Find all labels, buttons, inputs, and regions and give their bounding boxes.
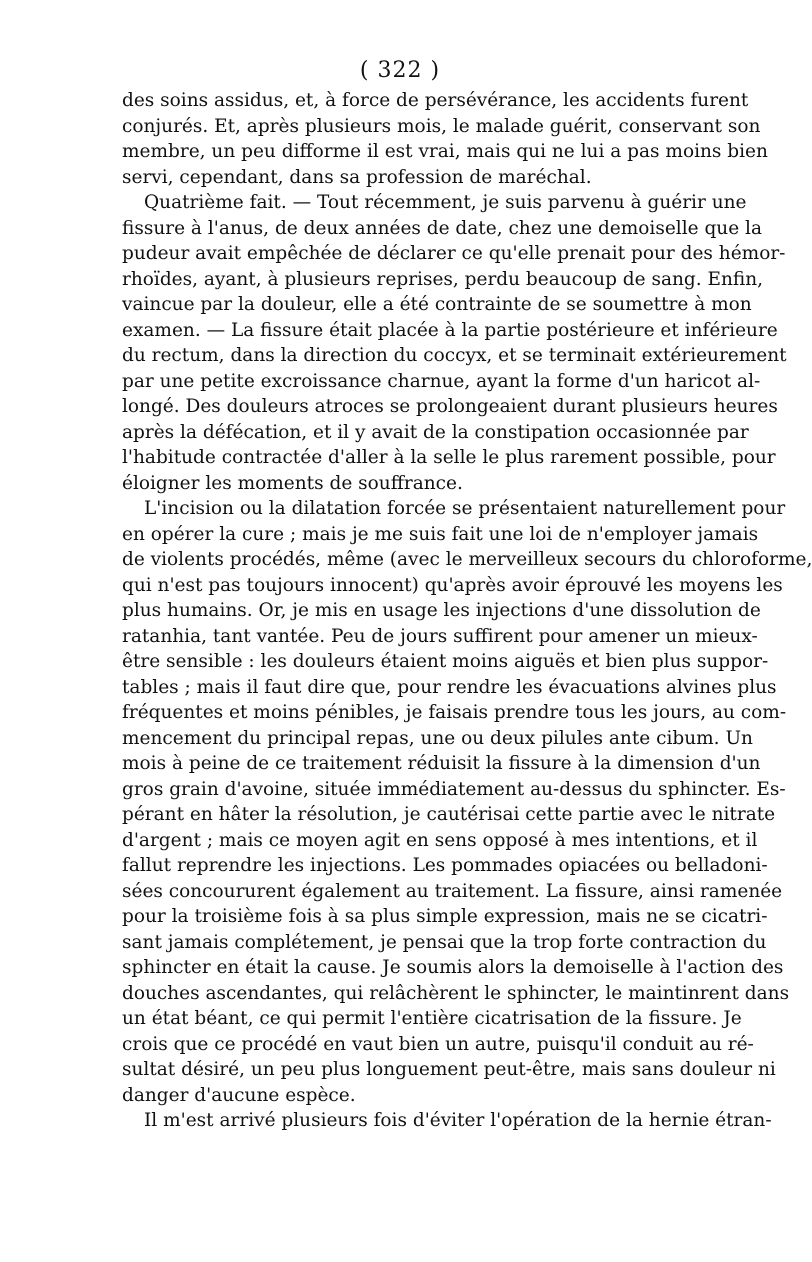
text-line: de violents procédés, même (avec le merveilleux secours du chloroforme, [122,549,812,570]
body-text [122,88,812,1134]
text-line: Il m'est arrivé plusieurs fois d'éviter l'opération de la hernie étran- [144,1110,772,1131]
text-line: du rectum, dans la direction du coccyx, et se terminait extérieurement [122,345,787,366]
text-line: longé. Des douleurs atroces se prolongeaient durant plusieurs heures [122,396,778,417]
text-line: sphincter en était la cause. Je soumis alors la demoiselle à l'action des [122,957,784,978]
text-line: fréquentes et moins pénibles, je faisais prendre tous les jours, au com- [122,702,787,723]
text-line: l'habitude contractée d'aller à la selle le plus rarement possible, pour [122,447,776,468]
text-line: par une petite excroissance charnue, ayant la forme d'un haricot al- [122,370,761,392]
text-line: sultat désiré, un peu plus longuement peut-être, mais sans douleur ni [122,1059,776,1080]
text-line: fissure à l'anus, de deux années de date, chez une demoiselle que la [122,217,762,239]
text-line: danger d'aucune espèce. [122,1084,356,1106]
text-line: mencement du principal repas, une ou deux pilules ante cibum. Un [122,727,753,749]
text-line: des soins assidus, et, à force de persévérance, les accidents furent [122,90,749,111]
text-line: pudeur avait empêchée de déclarer ce qu'elle prenait pour des hémor- [122,243,786,264]
text-line: membre, un peu difforme il est vrai, mais qui ne lui a pas moins bien [122,141,768,162]
text-line: rhoïdes, ayant, à plusieurs reprises, perdu beaucoup de sang. Enfin, [122,268,764,290]
text-line: servi, cependant, dans sa profession de maréchal. [122,166,592,188]
text-line: d'argent ; mais ce moyen agit en sens opposé à mes intentions, et il [122,829,758,851]
text-line: tables ; mais il faut dire que, pour rendre les évacuations alvines plus [122,676,777,698]
text-line: crois que ce procédé en vaut bien un autre, puisqu'il conduit au ré- [122,1033,754,1055]
text-line: douches ascendantes, qui relâchèrent le sphincter, le maintinrent dans [122,982,790,1004]
text-line: vaincue par la douleur, elle a été contrainte de se soumettre à mon [122,294,752,315]
text-line: gros grain d'avoine, située immédiatement au-dessus du sphincter. Es- [122,778,786,800]
text-line: en opérer la cure ; mais je me suis fait une loi de n'employer jamais [122,523,759,545]
text-line: un état béant, ce qui permit l'entière cicatrisation de la fissure. Je [122,1008,742,1029]
text-line: conjurés. Et, après plusieurs mois, le malade guérit, conservant son [122,115,761,137]
text-line: pour la troisième fois à sa plus simple expression, mais ne se cicatri- [122,906,768,927]
text-line: Quatrième fait. — Tout récemment, je suis parvenu à guérir une [144,192,747,213]
page-number: ( 322 ) [359,58,441,83]
text-line: plus humains. Or, je mis en usage les injections d'une dissolution de [122,600,761,621]
text-line: être sensible : les douleurs étaient moins aiguës et bien plus suppor- [122,651,769,672]
text-line: examen. — La fissure était placée à la partie postérieure et inférieure [122,319,778,341]
text-line: sées concoururent également au traitement. La fissure, ainsi ramenée [122,880,783,902]
text-line: L'incision ou la dilatation forcée se présentaient naturellement pour [144,498,786,519]
text-line: fallut reprendre les injections. Les pommades opiacées ou belladoni- [122,855,768,876]
text-line: mois à peine de ce traitement réduisit la fissure à la dimension d'un [122,753,761,774]
text-line: éloigner les moments de souffrance. [122,472,463,494]
text-line: qui n'est pas toujours innocent) qu'après avoir éprouvé les moyens les [122,574,783,596]
text-line: sant jamais complétement, je pensai que la trop forte contraction du [122,931,767,953]
text-line: ratanhia, tant vantée. Peu de jours suffirent pour amener un mieux- [122,625,758,647]
text-line: pérant en hâter la résolution, je cautérisai cette partie avec le nitrate [122,804,776,825]
text-line: après la défécation, et il y avait de la constipation occasionnée par [122,421,749,443]
